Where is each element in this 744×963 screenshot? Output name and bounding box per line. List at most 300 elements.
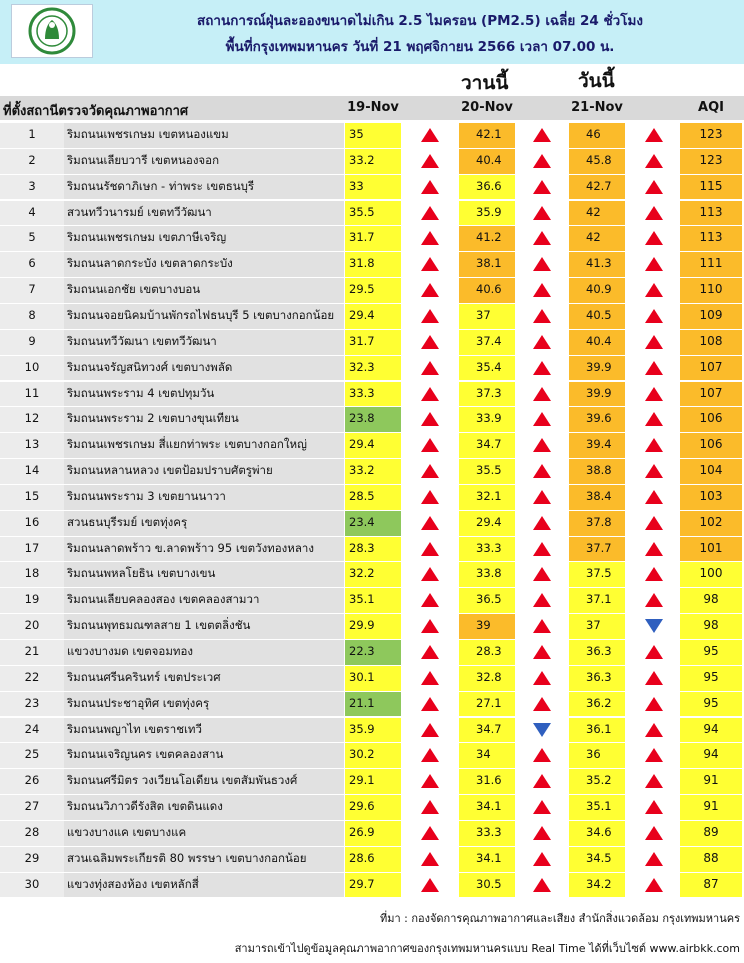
arrow-up-icon <box>421 671 439 685</box>
pm25-20nov: 33.9 <box>459 406 515 432</box>
arrow-up-icon <box>645 438 663 452</box>
pm25-20nov: 37.3 <box>459 381 515 407</box>
pm25-20nov: 31.6 <box>459 768 515 794</box>
pm25-21nov: 34.6 <box>569 820 625 846</box>
row-divider <box>0 303 744 304</box>
table-row <box>0 484 744 510</box>
station-name: สวนทวีวนารมย์ เขตทวีวัฒนา <box>64 200 344 226</box>
pm25-21nov: 36.3 <box>569 639 625 665</box>
arrow-up-icon <box>533 438 551 452</box>
arrow-up-icon <box>645 826 663 840</box>
pm25-20nov: 36.5 <box>459 587 515 613</box>
aqi-value: 110 <box>680 277 742 303</box>
row-divider <box>0 329 744 330</box>
arrow-up-icon <box>645 206 663 220</box>
table-row <box>0 406 744 432</box>
arrow-up-icon <box>645 180 663 194</box>
arrow-up-icon <box>645 593 663 607</box>
row-divider <box>0 458 744 459</box>
arrow-up-icon <box>421 128 439 142</box>
row-divider <box>0 613 744 614</box>
table-row <box>0 820 744 846</box>
row-number: 19 <box>0 587 64 613</box>
pm25-19nov: 35 <box>345 122 401 148</box>
pm25-21nov: 34.5 <box>569 846 625 872</box>
arrow-up-icon <box>533 826 551 840</box>
pm25-20nov: 34.7 <box>459 717 515 743</box>
row-number: 8 <box>0 303 64 329</box>
pm25-21nov: 36.2 <box>569 691 625 717</box>
pm25-21nov: 42 <box>569 225 625 251</box>
aqi-value: 95 <box>680 639 742 665</box>
row-divider <box>0 174 744 175</box>
row-number: 11 <box>0 381 64 407</box>
pm25-19nov: 30.1 <box>345 665 401 691</box>
arrow-up-icon <box>533 619 551 633</box>
row-divider <box>0 691 744 692</box>
pm25-21nov: 45.8 <box>569 148 625 174</box>
station-name: ริมถนนเพชรเกษม เขตภาษีเจริญ <box>64 225 344 251</box>
row-number: 7 <box>0 277 64 303</box>
arrow-up-icon <box>421 878 439 892</box>
pm25-19nov: 32.3 <box>345 355 401 381</box>
arrow-up-icon <box>421 645 439 659</box>
table-row <box>0 613 744 639</box>
arrow-up-icon <box>421 206 439 220</box>
row-divider <box>0 846 744 847</box>
realtime-note: สามารถเข้าไปดูข้อมูลคุณภาพอากาศของกรุงเทพมหานครแบบ Real Time ได้ที่เว็บไซต์ www.airbkk.com <box>234 942 740 955</box>
aqi-value: 98 <box>680 613 742 639</box>
pm25-19nov: 28.5 <box>345 484 401 510</box>
station-name: สวนเฉลิมพระเกียรติ 80 พรรษา เขตบางกอกน้อย <box>64 846 344 872</box>
pm25-20nov: 40.4 <box>459 148 515 174</box>
pm25-21nov: 39.4 <box>569 432 625 458</box>
aqi-value: 88 <box>680 846 742 872</box>
arrow-up-icon <box>533 774 551 788</box>
pm25-21nov: 38.8 <box>569 458 625 484</box>
aqi-value: 94 <box>680 717 742 743</box>
pm25-20nov: 36.6 <box>459 174 515 200</box>
aqi-value: 107 <box>680 381 742 407</box>
row-divider <box>0 355 744 356</box>
station-name: สวนธนบุรีรมย์ เขตทุ่งครุ <box>64 510 344 536</box>
arrow-up-icon <box>421 283 439 297</box>
column-header-station: ที่ตั้งสถานีตรวจวัดคุณภาพอากาศ <box>3 104 189 119</box>
row-number: 23 <box>0 691 64 717</box>
arrow-up-icon <box>645 516 663 530</box>
row-divider <box>0 200 744 201</box>
arrow-up-icon <box>533 412 551 426</box>
aqi-value: 113 <box>680 200 742 226</box>
pm25-20nov: 39 <box>459 613 515 639</box>
arrow-up-icon <box>645 257 663 271</box>
row-number: 26 <box>0 768 64 794</box>
arrow-up-icon <box>533 671 551 685</box>
arrow-up-icon <box>421 412 439 426</box>
station-name: แขวงบางแค เขตบางแค <box>64 820 344 846</box>
row-divider <box>0 122 744 123</box>
arrow-up-icon <box>421 723 439 737</box>
arrow-up-icon <box>421 619 439 633</box>
arrow-up-icon <box>533 154 551 168</box>
arrow-up-icon <box>533 309 551 323</box>
row-number: 13 <box>0 432 64 458</box>
arrow-up-icon <box>421 748 439 762</box>
row-divider <box>0 148 744 149</box>
pm25-20nov: 37.4 <box>459 329 515 355</box>
pm25-20nov: 28.3 <box>459 639 515 665</box>
station-name: ริมถนนเพชรเกษม เขตหนองแขม <box>64 122 344 148</box>
row-divider <box>0 561 744 562</box>
station-name: ริมถนนลาดกระบัง เขตลาดกระบัง <box>64 251 344 277</box>
row-number: 25 <box>0 742 64 768</box>
pm25-20nov: 38.1 <box>459 251 515 277</box>
arrow-up-icon <box>533 361 551 375</box>
arrow-up-icon <box>533 464 551 478</box>
aqi-value: 123 <box>680 148 742 174</box>
row-divider <box>0 381 744 382</box>
arrow-up-icon <box>645 283 663 297</box>
arrow-up-icon <box>645 490 663 504</box>
arrow-up-icon <box>645 387 663 401</box>
row-divider <box>0 251 744 252</box>
row-number: 22 <box>0 665 64 691</box>
arrow-up-icon <box>421 542 439 556</box>
pm25-19nov: 32.2 <box>345 561 401 587</box>
pm25-21nov: 41.3 <box>569 251 625 277</box>
arrow-up-icon <box>645 542 663 556</box>
aqi-value: 111 <box>680 251 742 277</box>
pm25-19nov: 31.7 <box>345 329 401 355</box>
arrow-up-icon <box>533 128 551 142</box>
pm25-21nov: 37.5 <box>569 561 625 587</box>
row-number: 15 <box>0 484 64 510</box>
row-number: 20 <box>0 613 64 639</box>
arrow-up-icon <box>421 231 439 245</box>
table-row <box>0 251 744 277</box>
station-name: ริมถนนเพชรเกษม สี่แยกท่าพระ เขตบางกอกใหญ่ <box>64 432 344 458</box>
arrow-up-icon <box>645 748 663 762</box>
table-row <box>0 561 744 587</box>
row-number: 9 <box>0 329 64 355</box>
pm25-19nov: 31.8 <box>345 251 401 277</box>
row-number: 30 <box>0 872 64 898</box>
row-number: 2 <box>0 148 64 174</box>
pm25-20nov: 33.3 <box>459 536 515 562</box>
aqi-value: 87 <box>680 872 742 898</box>
report-title: สถานการณ์ฝุ่นละอองขนาดไม่เกิน 2.5 ไมครอน (PM2.5) เฉลี่ย 24 ชั่วโมง <box>196 13 643 29</box>
row-divider <box>0 510 744 511</box>
aqi-value: 115 <box>680 174 742 200</box>
pm25-19nov: 22.3 <box>345 639 401 665</box>
arrow-down-icon <box>645 619 663 633</box>
aqi-value: 98 <box>680 587 742 613</box>
arrow-up-icon <box>645 800 663 814</box>
arrow-up-icon <box>533 387 551 401</box>
pm25-20nov: 34.7 <box>459 432 515 458</box>
arrow-up-icon <box>421 516 439 530</box>
station-name: ริมถนนเลียบคลองสอง เขตคลองสามวา <box>64 587 344 613</box>
pm25-21nov: 42.7 <box>569 174 625 200</box>
seal-icon <box>12 5 92 57</box>
row-number: 18 <box>0 561 64 587</box>
station-name: ริมถนนพุทธมณฑลสาย 1 เขตตลิ่งชัน <box>64 613 344 639</box>
pm25-19nov: 29.5 <box>345 277 401 303</box>
station-name: ริมถนนทวีวัฒนา เขตทวีวัฒนา <box>64 329 344 355</box>
pm25-20nov: 35.5 <box>459 458 515 484</box>
pm25-20nov: 33.3 <box>459 820 515 846</box>
row-number: 21 <box>0 639 64 665</box>
arrow-up-icon <box>421 567 439 581</box>
pm25-21nov: 39.9 <box>569 381 625 407</box>
arrow-up-icon <box>533 645 551 659</box>
pm25-19nov: 29.9 <box>345 613 401 639</box>
arrow-up-icon <box>533 542 551 556</box>
aqi-value: 94 <box>680 742 742 768</box>
aqi-value: 106 <box>680 432 742 458</box>
pm25-19nov: 35.5 <box>345 200 401 226</box>
pm25-21nov: 38.4 <box>569 484 625 510</box>
station-name: ริมถนนพระราม 4 เขตปทุมวัน <box>64 381 344 407</box>
arrow-up-icon <box>421 309 439 323</box>
arrow-up-icon <box>533 231 551 245</box>
table-row <box>0 381 744 407</box>
arrow-up-icon <box>533 697 551 711</box>
aqi-value: 109 <box>680 303 742 329</box>
arrow-up-icon <box>645 335 663 349</box>
pm25-21nov: 35.2 <box>569 768 625 794</box>
aqi-value: 123 <box>680 122 742 148</box>
pm25-19nov: 31.7 <box>345 225 401 251</box>
column-header-19nov: 19-Nov <box>347 100 399 115</box>
station-name: ริมถนนศรีมิตร วงเวียนโอเดียน เขตสัมพันธวงศ์ <box>64 768 344 794</box>
arrow-up-icon <box>421 361 439 375</box>
pm25-20nov: 34.1 <box>459 794 515 820</box>
table-row <box>0 691 744 717</box>
station-name: ริมถนนประชาอุทิศ เขตทุ่งครุ <box>64 691 344 717</box>
pm25-20nov: 34 <box>459 742 515 768</box>
arrow-up-icon <box>421 335 439 349</box>
arrow-up-icon <box>421 490 439 504</box>
aqi-value: 100 <box>680 561 742 587</box>
pm25-21nov: 37.8 <box>569 510 625 536</box>
station-name: ริมถนนจอยนิคมบ้านพักรถไฟธนบุรี 5 เขตบางกอกน้อย <box>64 303 344 329</box>
table-row <box>0 458 744 484</box>
arrow-up-icon <box>421 852 439 866</box>
pm25-20nov: 27.1 <box>459 691 515 717</box>
row-number: 28 <box>0 820 64 846</box>
row-number: 1 <box>0 122 64 148</box>
table-row <box>0 174 744 200</box>
arrow-up-icon <box>645 154 663 168</box>
arrow-up-icon <box>533 878 551 892</box>
row-divider <box>0 872 744 873</box>
row-divider <box>0 225 744 226</box>
pm25-19nov: 23.4 <box>345 510 401 536</box>
station-name: แขวงทุ่งสองห้อง เขตหลักสี่ <box>64 872 344 898</box>
header-banner <box>0 0 744 64</box>
pm25-20nov: 34.1 <box>459 846 515 872</box>
source-note: ที่มา : กองจัดการคุณภาพอากาศและเสียง สำนักสิ่งแวดล้อม กรุงเทพมหานคร <box>379 912 740 925</box>
pm25-19nov: 30.2 <box>345 742 401 768</box>
row-divider <box>0 639 744 640</box>
arrow-up-icon <box>645 361 663 375</box>
aqi-value: 89 <box>680 820 742 846</box>
arrow-up-icon <box>533 206 551 220</box>
pm25-19nov: 28.3 <box>345 536 401 562</box>
aqi-value: 91 <box>680 794 742 820</box>
row-divider <box>0 820 744 821</box>
station-name: ริมถนนเจริญนคร เขตคลองสาน <box>64 742 344 768</box>
table-row <box>0 768 744 794</box>
pm25-21nov: 34.2 <box>569 872 625 898</box>
aqi-value: 108 <box>680 329 742 355</box>
table-row <box>0 303 744 329</box>
station-name: แขวงบางมด เขตจอมทอง <box>64 639 344 665</box>
table-row <box>0 846 744 872</box>
pm25-21nov: 39.9 <box>569 355 625 381</box>
arrow-up-icon <box>421 180 439 194</box>
station-name: ริมถนนพระราม 2 เขตบางขุนเทียน <box>64 406 344 432</box>
arrow-up-icon <box>421 154 439 168</box>
pm25-19nov: 35.9 <box>345 717 401 743</box>
label-yesterday: วานนี้ <box>461 72 509 94</box>
table-row <box>0 122 744 148</box>
table-row <box>0 277 744 303</box>
pm25-21nov: 36.1 <box>569 717 625 743</box>
row-divider <box>0 277 744 278</box>
aqi-value: 113 <box>680 225 742 251</box>
station-name: ริมถนนลาดพร้าว ข.ลาดพร้าว 95 เขตวังทองหลาง <box>64 536 344 562</box>
pm25-21nov: 37.7 <box>569 536 625 562</box>
arrow-up-icon <box>533 283 551 297</box>
pm25-20nov: 32.1 <box>459 484 515 510</box>
arrow-up-icon <box>645 128 663 142</box>
arrow-up-icon <box>645 231 663 245</box>
column-header-aqi: AQI <box>698 100 724 115</box>
column-header-21nov: 21-Nov <box>571 100 623 115</box>
row-number: 3 <box>0 174 64 200</box>
arrow-up-icon <box>645 671 663 685</box>
arrow-up-icon <box>533 852 551 866</box>
station-name: ริมถนนหลานหลวง เขตป้อมปราบศัตรูพ่าย <box>64 458 344 484</box>
arrow-up-icon <box>645 774 663 788</box>
arrow-up-icon <box>533 593 551 607</box>
pm25-21nov: 39.6 <box>569 406 625 432</box>
station-name: ริมถนนรัชดาภิเษก - ท่าพระ เขตธนบุรี <box>64 174 344 200</box>
pm25-19nov: 29.4 <box>345 303 401 329</box>
arrow-up-icon <box>533 335 551 349</box>
station-name: ริมถนนพญาไท เขตราชเทวี <box>64 717 344 743</box>
row-divider <box>0 665 744 666</box>
station-name: ริมถนนจรัญสนิทวงศ์ เขตบางพลัด <box>64 355 344 381</box>
pm25-20nov: 42.1 <box>459 122 515 148</box>
pm25-20nov: 29.4 <box>459 510 515 536</box>
arrow-up-icon <box>645 878 663 892</box>
row-number: 17 <box>0 536 64 562</box>
table-row <box>0 717 744 743</box>
pm25-19nov: 26.9 <box>345 820 401 846</box>
arrow-up-icon <box>645 697 663 711</box>
pm25-21nov: 37.1 <box>569 587 625 613</box>
aqi-value: 104 <box>680 458 742 484</box>
arrow-up-icon <box>421 774 439 788</box>
aqi-value: 95 <box>680 665 742 691</box>
station-name: ริมถนนพระราม 3 เขตยานนาวา <box>64 484 344 510</box>
pm25-21nov: 36 <box>569 742 625 768</box>
row-divider <box>0 484 744 485</box>
table-row <box>0 639 744 665</box>
pm25-20nov: 41.2 <box>459 225 515 251</box>
arrow-up-icon <box>533 516 551 530</box>
arrow-up-icon <box>645 412 663 426</box>
pm25-21nov: 46 <box>569 122 625 148</box>
arrow-up-icon <box>421 593 439 607</box>
pm25-21nov: 42 <box>569 200 625 226</box>
pm25-19nov: 29.1 <box>345 768 401 794</box>
row-divider <box>0 587 744 588</box>
arrow-up-icon <box>533 180 551 194</box>
arrow-up-icon <box>533 490 551 504</box>
station-name: ริมถนนเลียบวารี เขตหนองจอก <box>64 148 344 174</box>
pm25-19nov: 21.1 <box>345 691 401 717</box>
table-row <box>0 536 744 562</box>
arrow-up-icon <box>533 748 551 762</box>
column-header-20nov: 20-Nov <box>461 100 513 115</box>
arrow-up-icon <box>645 464 663 478</box>
row-number: 4 <box>0 200 64 226</box>
pm25-21nov: 40.4 <box>569 329 625 355</box>
pm25-20nov: 37 <box>459 303 515 329</box>
pm25-19nov: 29.7 <box>345 872 401 898</box>
arrow-up-icon <box>421 697 439 711</box>
arrow-up-icon <box>421 464 439 478</box>
aqi-value: 103 <box>680 484 742 510</box>
table-row <box>0 794 744 820</box>
report-subtitle: พื้นที่กรุงเทพมหานคร วันที่ 21 พฤศจิกายน 2566 เวลา 07.00 น. <box>225 39 615 55</box>
row-divider <box>0 536 744 537</box>
table-row <box>0 148 744 174</box>
table-row <box>0 872 744 898</box>
station-name: ริมถนนเอกชัย เขตบางบอน <box>64 277 344 303</box>
table-row <box>0 665 744 691</box>
arrow-up-icon <box>645 852 663 866</box>
pm25-19nov: 33.2 <box>345 458 401 484</box>
pm25-21nov: 35.1 <box>569 794 625 820</box>
pm25-19nov: 29.6 <box>345 794 401 820</box>
pm25-19nov: 23.8 <box>345 406 401 432</box>
pm25-20nov: 32.8 <box>459 665 515 691</box>
table-row <box>0 587 744 613</box>
row-number: 5 <box>0 225 64 251</box>
pm25-21nov: 36.3 <box>569 665 625 691</box>
pm25-19nov: 33.2 <box>345 148 401 174</box>
arrow-up-icon <box>421 826 439 840</box>
pm25-19nov: 35.1 <box>345 587 401 613</box>
aqi-value: 102 <box>680 510 742 536</box>
table-row <box>0 432 744 458</box>
table-row <box>0 225 744 251</box>
pm25-20nov: 33.8 <box>459 561 515 587</box>
pm25-20nov: 35.9 <box>459 200 515 226</box>
row-number: 29 <box>0 846 64 872</box>
bma-logo <box>11 4 93 58</box>
row-number: 27 <box>0 794 64 820</box>
row-number: 12 <box>0 406 64 432</box>
table-row <box>0 510 744 536</box>
row-divider <box>0 742 744 743</box>
arrow-up-icon <box>645 645 663 659</box>
